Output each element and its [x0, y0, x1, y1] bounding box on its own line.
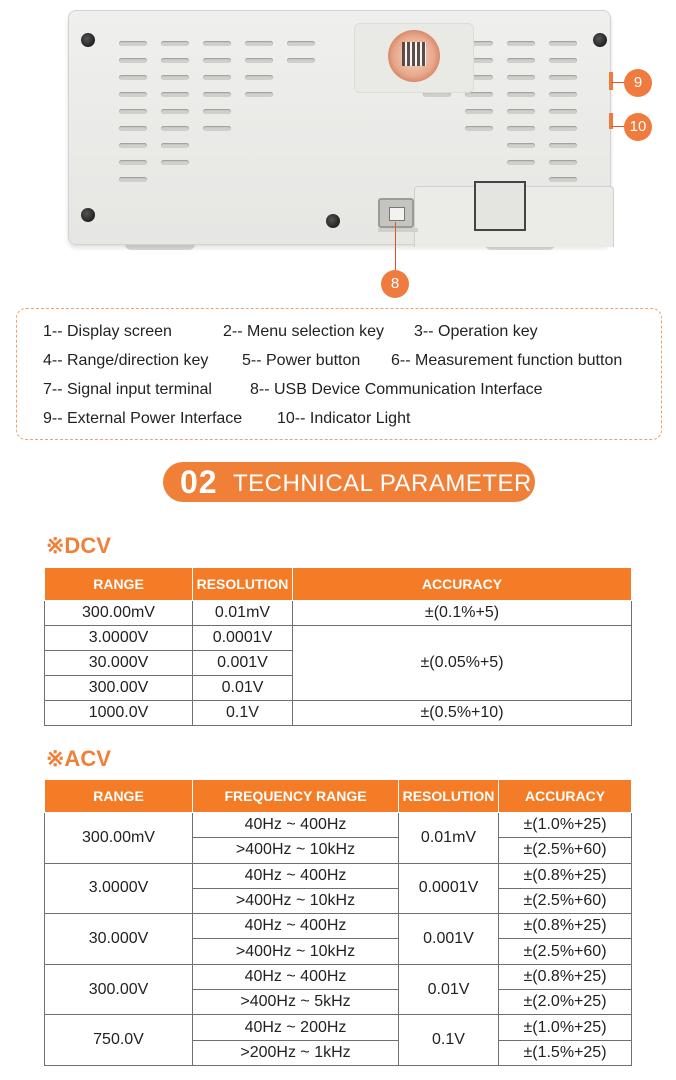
column-header: ACCURACY: [499, 780, 632, 813]
table-cell: ±(1.0%+25): [499, 1015, 632, 1040]
column-header: RESOLUTION: [193, 568, 293, 601]
column-header: RANGE: [45, 780, 193, 813]
screw-icon: [593, 33, 607, 47]
vent-slot: [119, 177, 147, 182]
vent-slot: [161, 109, 189, 114]
table-cell: 40Hz ~ 400Hz: [193, 863, 399, 888]
vent-slot: [549, 75, 577, 80]
vent-slot: [119, 160, 147, 165]
table-cell: >400Hz ~ 5kHz: [193, 990, 399, 1015]
table-cell: 3.0000V: [45, 863, 193, 914]
table-cell: 3.0000V: [45, 626, 193, 651]
vent-slot: [161, 126, 189, 131]
table-cell: 30.000V: [45, 914, 193, 965]
table-cell: 0.01mV: [193, 601, 293, 626]
table-cell: >400Hz ~ 10kHz: [193, 939, 399, 964]
vent-slot: [549, 109, 577, 114]
vent-slot: [119, 92, 147, 97]
table-cell: ±(1.0%+25): [499, 813, 632, 838]
table-cell: 0.0001V: [193, 626, 293, 651]
vent-slot: [161, 92, 189, 97]
vent-slot: [119, 41, 147, 46]
vent-slot: [161, 160, 189, 165]
table-cell: 0.0001V: [399, 863, 499, 914]
table-cell: ±(2.0%+25): [499, 990, 632, 1015]
table-cell: 0.001V: [193, 651, 293, 676]
legend-row: [43, 375, 661, 404]
vent-slot: [549, 41, 577, 46]
column-header: ACCURACY: [293, 568, 632, 601]
table-row: [45, 701, 632, 726]
vent-slot: [549, 143, 577, 148]
legend-item: 8-- USB Device Communication Interface: [250, 381, 543, 398]
vent-slot: [507, 160, 535, 165]
vent-slot: [507, 92, 535, 97]
table-cell: >400Hz ~ 10kHz: [193, 888, 399, 913]
legend-row: [43, 404, 661, 433]
legend-item: 10-- Indicator Light: [277, 410, 411, 427]
callout-8: 8: [381, 270, 409, 298]
table-header-row: [45, 780, 632, 813]
vent-slot: [119, 75, 147, 80]
vent-slot: [549, 58, 577, 63]
section-number: 02: [180, 464, 218, 500]
usb-port-icon: [378, 198, 414, 228]
vent-slot: [161, 143, 189, 148]
legend-item: 3-- Operation key: [414, 323, 538, 340]
dcv-title: ※DCV: [46, 533, 111, 558]
vent-slot: [245, 75, 273, 80]
vent-slot: [465, 126, 493, 131]
screw-icon: [326, 214, 340, 228]
table-cell: >400Hz ~ 10kHz: [193, 838, 399, 863]
vent-slot: [245, 58, 273, 63]
vent-slot: [507, 41, 535, 46]
screw-icon: [81, 208, 95, 222]
vent-slot: [119, 109, 147, 114]
table-row: [45, 626, 632, 651]
table-row: [45, 914, 632, 939]
legend-item: 4-- Range/direction key: [43, 352, 209, 369]
table-cell: ±(0.8%+25): [499, 914, 632, 939]
callout-10: 10: [624, 113, 652, 141]
column-header: FREQUENCY RANGE: [193, 780, 399, 813]
table-cell: ±(1.5%+25): [499, 1040, 632, 1065]
table-row: [45, 863, 632, 888]
table-cell: >200Hz ~ 1kHz: [193, 1040, 399, 1065]
callout-line-10: [611, 126, 625, 127]
legend-item: 2-- Menu selection key: [223, 323, 384, 340]
vent-slot: [507, 143, 535, 148]
column-header: RESOLUTION: [399, 780, 499, 813]
legend-row: [43, 346, 661, 375]
qr-code-icon: [402, 42, 426, 66]
device-body: [68, 10, 611, 245]
vent-slot: [245, 92, 273, 97]
vent-slot: [203, 126, 231, 131]
table-header-row: [45, 568, 632, 601]
table-cell: 0.1V: [193, 701, 293, 726]
table-cell: ±(2.5%+60): [499, 939, 632, 964]
callout-line-8: [395, 222, 396, 270]
callout-line-9: [611, 82, 625, 83]
legend-item: 9-- External Power Interface: [43, 410, 243, 427]
table-cell: 300.00V: [45, 676, 193, 701]
vent-slot: [203, 41, 231, 46]
vent-slot: [549, 160, 577, 165]
table-cell: ±(2.5%+60): [499, 888, 632, 913]
acv-table: [44, 779, 632, 1066]
vent-slot: [203, 109, 231, 114]
vent-slot: [119, 126, 147, 131]
screw-icon: [81, 33, 95, 47]
vent-slot: [507, 126, 535, 131]
legend-row: [43, 317, 661, 346]
table-cell: 0.01V: [193, 676, 293, 701]
table-cell: ±(0.8%+25): [499, 964, 632, 989]
vent-slot: [203, 92, 231, 97]
dcv-table: [44, 567, 632, 726]
table-cell: 0.01mV: [399, 813, 499, 864]
vent-slot: [203, 75, 231, 80]
table-cell: ±(0.8%+25): [499, 863, 632, 888]
qr-sticker: [354, 23, 474, 93]
table-row: [45, 601, 632, 626]
table-cell: 300.00V: [45, 964, 193, 1015]
table-cell: ±(0.05%+5): [293, 626, 632, 701]
vent-slot: [161, 58, 189, 63]
table-cell: 750.0V: [45, 1015, 193, 1066]
vent-slot: [507, 109, 535, 114]
table-cell: 40Hz ~ 400Hz: [193, 964, 399, 989]
usb-label: [378, 228, 418, 232]
table-cell: 1000.0V: [45, 701, 193, 726]
table-row: [45, 813, 632, 838]
vent-slot: [465, 109, 493, 114]
vent-slot: [203, 58, 231, 63]
callout-9: 9: [624, 69, 652, 97]
rear-panel-cutout: [474, 181, 526, 231]
vent-slot: [287, 41, 315, 46]
vent-slot: [245, 41, 273, 46]
external-power-marker: [609, 72, 613, 90]
vent-slot: [507, 58, 535, 63]
column-header: RANGE: [45, 568, 193, 601]
table-cell: ±(2.5%+60): [499, 838, 632, 863]
vent-slot: [161, 41, 189, 46]
table-cell: 40Hz ~ 400Hz: [193, 914, 399, 939]
vent-slot: [287, 58, 315, 63]
table-cell: 0.001V: [399, 914, 499, 965]
vent-slot: [549, 126, 577, 131]
legend-item: 1-- Display screen: [43, 323, 172, 340]
table-cell: 0.1V: [399, 1015, 499, 1066]
table-cell: 300.00mV: [45, 813, 193, 864]
acv-title: ※ACV: [46, 746, 111, 771]
table-cell: ±(0.5%+10): [293, 701, 632, 726]
table-cell: 300.00mV: [45, 601, 193, 626]
vent-slot: [119, 58, 147, 63]
legend-item: 6-- Measurement function button: [391, 352, 623, 369]
legend-item: 5-- Power button: [242, 352, 361, 369]
section-title: TECHNICAL PARAMETER: [233, 470, 532, 497]
section-banner: [163, 462, 535, 502]
vent-slot: [549, 177, 577, 182]
vent-slot: [507, 75, 535, 80]
table-cell: 40Hz ~ 400Hz: [193, 813, 399, 838]
legend-item: 7-- Signal input terminal: [43, 381, 212, 398]
table-cell: 30.000V: [45, 651, 193, 676]
table-row: [45, 964, 632, 989]
vent-slot: [549, 92, 577, 97]
table-row: [45, 1015, 632, 1040]
component-legend: [16, 308, 662, 440]
table-cell: 40Hz ~ 200Hz: [193, 1015, 399, 1040]
vent-slot: [161, 75, 189, 80]
table-cell: 0.01V: [399, 964, 499, 1015]
table-cell: ±(0.1%+5): [293, 601, 632, 626]
vent-slot: [119, 143, 147, 148]
device-rear-photo: [0, 0, 676, 300]
